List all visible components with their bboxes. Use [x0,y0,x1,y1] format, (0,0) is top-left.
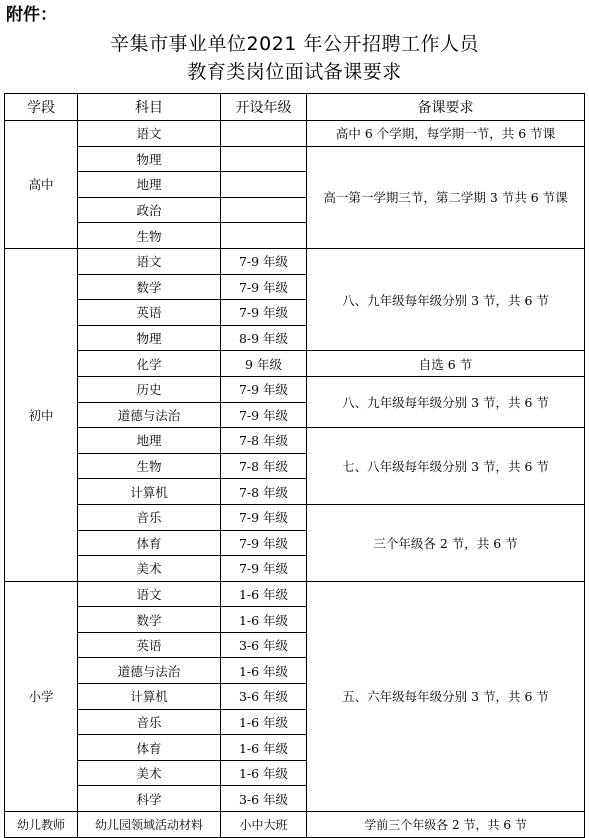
grade-cell [221,146,307,172]
subject-cell: 科学 [78,786,221,812]
subject-cell: 道德与法治 [78,402,221,428]
grade-cell: 7-9 年级 [221,402,307,428]
stage-cell: 初中 [5,248,78,581]
subject-cell: 语文 [78,121,221,147]
grade-cell: 7-9 年级 [221,248,307,274]
grade-cell: 小中大班 [221,812,307,838]
grade-cell: 7-9 年级 [221,530,307,556]
subject-cell: 物理 [78,146,221,172]
requirement-cell: 八、九年级每年级分别 3 节，共 6 节 [307,376,585,427]
header-requirement: 备课要求 [307,94,585,121]
subject-cell: 音乐 [78,504,221,530]
subject-cell: 英语 [78,632,221,658]
subject-cell: 数学 [78,274,221,300]
grade-cell [221,121,307,147]
requirement-cell: 五、六年级每年级分别 3 节，共 6 节 [307,581,585,811]
grade-cell: 7-9 年级 [221,556,307,582]
subject-cell: 计算机 [78,684,221,710]
requirement-cell: 高一第一学期三节，第二学期 3 节共 6 节课 [307,146,585,248]
requirement-cell: 学前三个年级各 2 节，共 6 节 [307,812,585,838]
grade-cell: 7-9 年级 [221,376,307,402]
subject-cell: 语文 [78,248,221,274]
attachment-label: 附件： [6,5,57,25]
subject-cell: 化学 [78,351,221,377]
subject-cell: 道德与法治 [78,658,221,684]
grade-cell [221,197,307,223]
document-title-line-1: 辛集市事业单位2021 年公开招聘工作人员 [110,33,479,55]
table-row [5,146,585,172]
grade-cell: 1-6 年级 [221,735,307,761]
header-grade: 开设年级 [221,94,307,121]
grade-cell: 1-6 年级 [221,658,307,684]
grade-cell: 1-6 年级 [221,709,307,735]
table-row [5,428,585,454]
stage-cell: 幼儿教师 [5,812,78,838]
header-subject: 科目 [78,94,221,121]
subject-cell: 地理 [78,428,221,454]
requirements-table [4,93,585,838]
grade-cell: 7-8 年级 [221,479,307,505]
subject-cell: 数学 [78,607,221,633]
subject-cell: 体育 [78,530,221,556]
subject-cell: 音乐 [78,709,221,735]
grade-cell: 7-9 年级 [221,300,307,326]
subject-cell: 生物 [78,453,221,479]
requirement-cell: 自选 6 节 [307,351,585,377]
subject-cell: 语文 [78,581,221,607]
subject-cell: 物理 [78,325,221,351]
table-row [5,121,585,147]
subject-cell: 政治 [78,197,221,223]
table-row [5,376,585,402]
grade-cell: 7-8 年级 [221,428,307,454]
subject-cell: 英语 [78,300,221,326]
grade-cell [221,223,307,249]
table-body [5,121,585,838]
grade-cell: 7-9 年级 [221,274,307,300]
grade-cell: 1-6 年级 [221,760,307,786]
document-title-line-2: 教育类岗位面试备课要求 [187,61,402,83]
table-row [5,351,585,377]
grade-cell: 7-8 年级 [221,453,307,479]
requirement-cell: 三个年级各 2 节，共 6 节 [307,504,585,581]
grade-cell: 3-6 年级 [221,632,307,658]
requirement-cell: 七、八年级每年级分别 3 节，共 6 节 [307,428,585,505]
stage-cell: 高中 [5,121,78,249]
subject-cell: 美术 [78,760,221,786]
table-row [5,504,585,530]
grade-cell: 3-6 年级 [221,786,307,812]
grade-cell: 8-9 年级 [221,325,307,351]
subject-cell: 生物 [78,223,221,249]
grade-cell: 1-6 年级 [221,581,307,607]
subject-cell: 幼儿园领域活动材料 [78,812,221,838]
grade-cell: 1-6 年级 [221,607,307,633]
subject-cell: 计算机 [78,479,221,505]
subject-cell: 历史 [78,376,221,402]
grade-cell: 7-9 年级 [221,504,307,530]
table-row [5,581,585,607]
requirement-cell: 高中 6 个学期，每学期一节，共 6 节课 [307,121,585,147]
subject-cell: 美术 [78,556,221,582]
subject-cell: 地理 [78,172,221,198]
grade-cell: 9 年级 [221,351,307,377]
table-row [5,812,585,838]
stage-cell: 小学 [5,581,78,811]
grade-cell [221,172,307,198]
table-header-row [5,94,585,121]
subject-cell: 体育 [78,735,221,761]
table-row [5,248,585,274]
grade-cell: 3-6 年级 [221,684,307,710]
header-stage: 学段 [5,94,78,121]
requirement-cell: 八、九年级每年级分别 3 节，共 6 节 [307,248,585,350]
